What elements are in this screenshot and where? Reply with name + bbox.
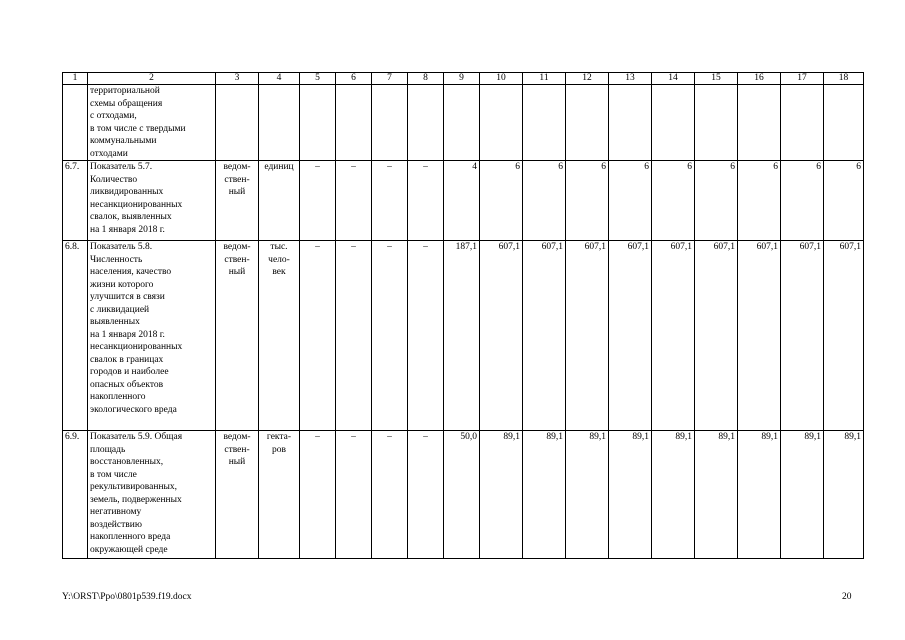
data-source [216, 241, 259, 431]
indicator-name [88, 241, 216, 431]
indicator-name-line: на 1 января 2018 г. [90, 224, 165, 235]
indicator-name-line: земель, подверженных [90, 494, 182, 505]
row-number: 6.7. [63, 161, 88, 241]
value-cell [336, 85, 372, 161]
data-source-line: ствен- [224, 254, 250, 265]
unit-line: гекта- [266, 432, 292, 442]
value-cell: – [408, 431, 444, 559]
value-cell: 607,1 [652, 241, 695, 431]
data-source-line: ный [228, 457, 246, 467]
header-cell: 15 [695, 73, 738, 85]
indicator-name-line: населения, качество [90, 267, 172, 277]
indicator-name [88, 431, 216, 559]
unit-line: единиц [264, 162, 294, 172]
data-source-line: ствен- [224, 444, 250, 455]
header-cell: 1 [63, 73, 88, 85]
value-cell: 6 [609, 161, 652, 241]
value-cell: 6 [695, 161, 738, 241]
indicator-name-line: несанкционированных [90, 342, 183, 352]
value-cell [781, 85, 824, 161]
indicator-name-line: Показатель 5.7. [90, 162, 153, 172]
value-cell: 89,1 [824, 431, 864, 559]
indicator-name-line: несанкционированных [90, 199, 183, 210]
indicator-name-line: отходами [90, 148, 128, 159]
indicator-name-line: ликвидированных [90, 187, 164, 197]
data-source-line: ведом- [223, 242, 251, 252]
value-cell: 607,1 [609, 241, 652, 431]
unit-line: ров [272, 444, 286, 455]
indicator-name-line: Показатель 5.8. [90, 242, 153, 252]
value-cell: – [300, 161, 336, 241]
indicator-name-line: улучшится в связи [90, 292, 165, 302]
table-row [63, 85, 864, 161]
row-number: 6.8. [63, 241, 88, 431]
header-cell: 17 [781, 73, 824, 85]
indicator-name-line: жизни которого [90, 279, 154, 290]
indicator-name-line: накопленного [90, 392, 146, 402]
value-cell: – [336, 161, 372, 241]
file-path: Y:\ORST\Ppo\0801p539.f19.docx [62, 592, 192, 602]
indicator-name-line: с ликвидацией [90, 304, 150, 315]
header-cell: 4 [259, 73, 300, 85]
indicator-name-line: Показатель 5.9. Общая [90, 432, 183, 442]
table-row [63, 161, 864, 241]
value-cell: 89,1 [523, 431, 566, 559]
header-cell: 2 [88, 73, 216, 85]
indicator-name-line: опасных объектов [90, 379, 164, 390]
indicator-name-line: накопленного вреда [90, 532, 171, 542]
value-cell: – [372, 431, 408, 559]
indicator-name-line: на 1 января 2018 г. [90, 329, 165, 340]
value-cell: 607,1 [523, 241, 566, 431]
table-row [63, 431, 864, 559]
indicator-name-line: экологического вреда [90, 404, 177, 415]
value-cell [300, 85, 336, 161]
value-cell [480, 85, 523, 161]
header-cell: 3 [216, 73, 259, 85]
value-cell: – [372, 241, 408, 431]
value-cell: – [336, 431, 372, 559]
indicator-name-line: территориальной [90, 86, 160, 96]
value-cell: 4 [444, 161, 480, 241]
unit [259, 431, 300, 559]
header-cell: 8 [408, 73, 444, 85]
indicator-name-line: свалок в границах [90, 354, 164, 365]
indicator-name-line: с отходами, [90, 111, 137, 121]
indicator-name-line: Численность [90, 254, 143, 265]
row-number [63, 85, 88, 161]
value-cell [566, 85, 609, 161]
header-cell: 18 [824, 73, 864, 85]
value-cell: 607,1 [781, 241, 824, 431]
indicator-name [88, 161, 216, 241]
indicator-name-line: в том числе с твердыми [90, 123, 186, 134]
unit [259, 161, 300, 241]
value-cell [444, 85, 480, 161]
value-cell: – [408, 241, 444, 431]
value-cell [523, 85, 566, 161]
value-cell: – [300, 241, 336, 431]
indicator-name-line: выявленных [90, 317, 140, 327]
header-cell: 6 [336, 73, 372, 85]
value-cell [652, 85, 695, 161]
data-source [216, 85, 259, 161]
header-cell: 7 [372, 73, 408, 85]
table-row [63, 241, 864, 431]
value-cell [609, 85, 652, 161]
value-cell: 607,1 [824, 241, 864, 431]
page-number: 20 [842, 592, 852, 602]
value-cell: 607,1 [695, 241, 738, 431]
indicator-name-line: воздействию [90, 519, 142, 530]
value-cell: 607,1 [480, 241, 523, 431]
value-cell: 89,1 [781, 431, 824, 559]
value-cell [408, 85, 444, 161]
indicator-name-line: окружающей среде [90, 544, 168, 555]
header-cell: 14 [652, 73, 695, 85]
indicator-name-line: в том числе [90, 469, 137, 480]
indicator-name [88, 85, 216, 161]
indicator-name-line: площадь [90, 444, 126, 455]
value-cell [372, 85, 408, 161]
indicators-table [62, 72, 864, 559]
value-cell: 6 [781, 161, 824, 241]
value-cell: 89,1 [480, 431, 523, 559]
value-cell: 89,1 [738, 431, 781, 559]
data-source-line: ствен- [224, 174, 250, 185]
unit [259, 241, 300, 431]
header-cell: 11 [523, 73, 566, 85]
data-source-line: ный [228, 267, 246, 277]
indicator-name-line: негативному [90, 507, 142, 517]
value-cell: 187,1 [444, 241, 480, 431]
value-cell: 6 [824, 161, 864, 241]
indicator-name-line: восстановленных, [90, 457, 164, 467]
value-cell: – [300, 431, 336, 559]
value-cell: 89,1 [695, 431, 738, 559]
data-source [216, 431, 259, 559]
data-source [216, 161, 259, 241]
data-source-line: ведом- [223, 432, 251, 442]
value-cell: 89,1 [652, 431, 695, 559]
value-cell [738, 85, 781, 161]
value-cell: 89,1 [609, 431, 652, 559]
header-cell: 5 [300, 73, 336, 85]
value-cell [824, 85, 864, 161]
data-source-line: ведом- [223, 162, 251, 172]
value-cell: 6 [566, 161, 609, 241]
header-cell: 9 [444, 73, 480, 85]
value-cell: 607,1 [738, 241, 781, 431]
indicator-name-line: свалок, выявленных [90, 212, 172, 222]
value-cell: 6 [480, 161, 523, 241]
value-cell [695, 85, 738, 161]
indicator-name-line: коммунальными [90, 136, 157, 146]
header-row [63, 73, 864, 85]
unit-line: чело- [268, 254, 290, 265]
header-cell: 13 [609, 73, 652, 85]
table-body [63, 73, 864, 559]
header-cell: 12 [566, 73, 609, 85]
value-cell: 50,0 [444, 431, 480, 559]
value-cell: 607,1 [566, 241, 609, 431]
value-cell: 6 [652, 161, 695, 241]
value-cell: – [336, 241, 372, 431]
header-cell: 10 [480, 73, 523, 85]
indicator-name-line: рекультивированных, [90, 482, 178, 492]
value-cell: 6 [523, 161, 566, 241]
indicator-name-line: схемы обращения [90, 98, 163, 109]
unit-line: век [272, 267, 286, 277]
indicator-name-line: городов и наиболее [90, 367, 169, 377]
value-cell: 6 [738, 161, 781, 241]
indicator-name-line: Количество [90, 174, 138, 185]
row-number: 6.9. [63, 431, 88, 559]
value-cell: – [408, 161, 444, 241]
data-source-line: ный [228, 187, 246, 197]
value-cell: 89,1 [566, 431, 609, 559]
value-cell: – [372, 161, 408, 241]
unit [259, 85, 300, 161]
header-cell: 16 [738, 73, 781, 85]
unit-line: тыс. [270, 242, 288, 252]
